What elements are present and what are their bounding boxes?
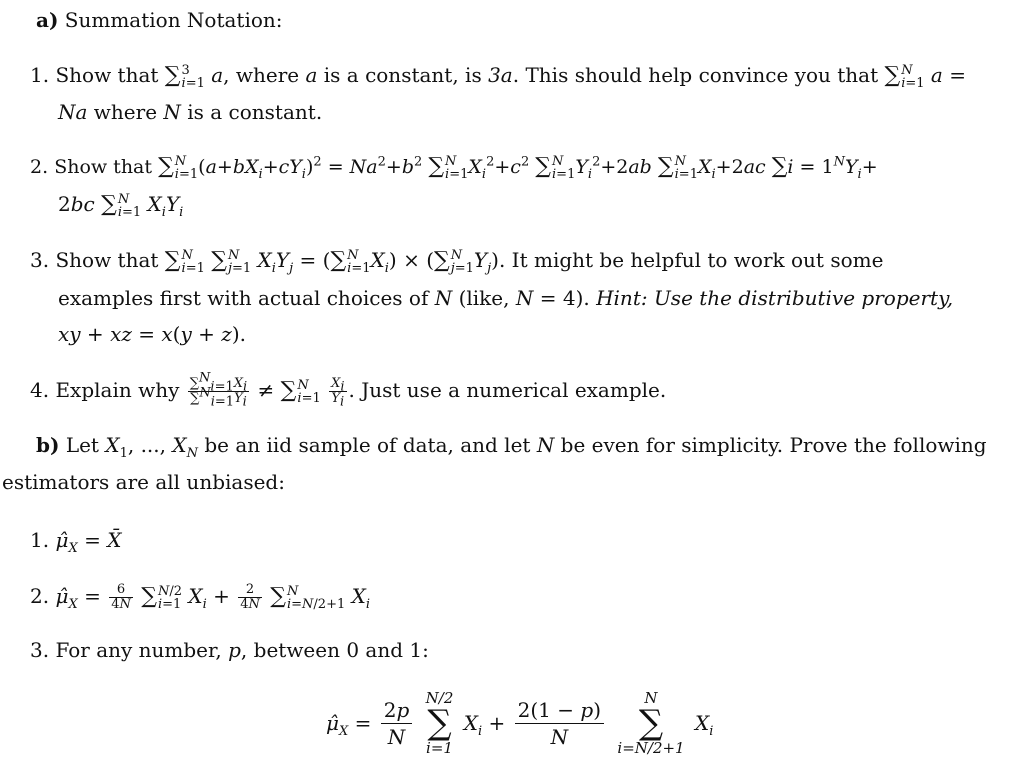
item-a1-line2a: where <box>93 100 158 124</box>
part-b-line1a: Let <box>65 433 99 457</box>
item-b2-number: 2. <box>30 584 50 608</box>
part-a-title: Summation Notation: <box>64 8 283 32</box>
part-b-line1c: be even for simplicity. Prove the following <box>560 433 987 457</box>
item-a3-line1: 3. Show that ∑ N i=1 ∑ N j=1 $X_iY_j$ = (∑ N i=1 $X_i$) × (∑ N j=1 $Y_j$). It might be helpful to work out some <box>30 247 884 276</box>
sum-limits: 3 i=1 <box>181 62 205 91</box>
item-a3-line2-text: examples first with actual choices of <box>58 286 429 310</box>
item-a3-text1: . It might be helpful to work out some <box>498 248 884 272</box>
item-a1-text3: . This should help convince you that <box>512 63 879 87</box>
item-a3-hint: Hint: Use the distributive property, <box>596 286 954 310</box>
item-a2-prefix: Show that <box>54 156 153 178</box>
item-a1-text2: is a constant, is <box>323 63 482 87</box>
part-b-line2 <box>2 470 285 494</box>
display-equation: $\mû_X$ = $\frac{2p}{N}$ N/2 ∑ i=1 $X_i$ + $\frac{2(1 - p)}{N}$ N ∑ i=N/2+1 $X_i$ <box>326 689 714 757</box>
item-b3-number: 3. <box>30 638 50 662</box>
item-a3-line2: examples first with actual choices of N (like, N = 4). Hint: Use the distributive property, <box>58 286 954 310</box>
item-a2-number: 2. <box>30 156 49 178</box>
ratio-of-sums: $\frac{\sum^N_{i=1}X_i}{\sum^N_{i=1}Y_i}$ <box>189 370 248 410</box>
item-a4-prefix: Explain why <box>55 378 180 402</box>
item-a1-number: 1. <box>30 63 50 87</box>
sum-symbol: ∑ <box>164 63 181 88</box>
item-b3-text: For any number, <box>55 638 222 662</box>
item-a2-line1: 2. Show that ∑ N i=1 $(a+bX_i+cY_i)^2 = Na^2+b^2$ ∑ N i=1 $X_i^2+c^2$ ∑ N i=1 $Y_i^2+2ab$ ∑ N i=1 $X_i+2ac$ $\sum i = 1^NY_i+$ <box>30 154 878 182</box>
item-a3-line3: xy + xz = x(y + z). <box>58 322 246 346</box>
item-a3-prefix: Show that <box>55 248 159 272</box>
item-a2-line2: 2bc ∑ N i=1 $X_iY_i$ <box>58 191 184 220</box>
item-a1-line2b: is a constant. <box>187 100 323 124</box>
item-a1-prefix: Show that <box>55 63 159 87</box>
part-b-line2-text: estimators are all unbiased: <box>2 470 285 494</box>
item-b1: 1. $\mû_X$ = X̄ <box>30 528 122 556</box>
item-b3: 3. For any number, p, between 0 and 1: <box>30 638 429 662</box>
item-a1-line2: Na where N is a constant. <box>58 100 323 124</box>
item-a4-suffix: . Just use a numerical example. <box>348 378 667 402</box>
part-b-label: b) <box>36 433 60 457</box>
item-a4-line: 4. Explain why $\frac{\sum^N_{i=1}X_i}{\sum^N_{i=1}Y_i}$ ≠ ∑ N i=1 $\frac{X_i}{Y_i}$ . Just use a numerical example. <box>30 370 667 410</box>
sum-of-ratios: $\frac{X_i}{Y_i}$ <box>331 376 345 410</box>
part-a-label: a) <box>36 8 59 32</box>
item-a1-text1: , where <box>223 63 300 87</box>
part-b-line1b: be an iid sample of data, and let <box>204 433 531 457</box>
item-b1-number: 1. <box>30 528 50 552</box>
item-a3-number: 3. <box>30 248 50 272</box>
item-a3-line2c: ). <box>575 286 590 310</box>
item-a4-number: 4. <box>30 378 50 402</box>
item-b2: 2. $\mû_X$ = $\frac{6}{4N}$ ∑ N/2 i=1 $X_i$ + $\frac{2}{4N}$ ∑ N i=N/2+1 $X_i$ <box>30 582 371 612</box>
item-b3-text2: , between 0 and 1: <box>240 638 429 662</box>
item-a3-line2b: (like, <box>458 286 510 310</box>
item-a1-line1: 1. Show that ∑ 3 i=1 a, where a is a constant, is 3a. This should help convince you that ∑ N i=1 a = <box>30 62 966 91</box>
part-a-heading <box>36 8 283 32</box>
part-b-line1: b) Let $X_1$, ..., $X_N$ be an iid sample of data, and let N be even for simplicity. Prove the following <box>36 433 987 461</box>
